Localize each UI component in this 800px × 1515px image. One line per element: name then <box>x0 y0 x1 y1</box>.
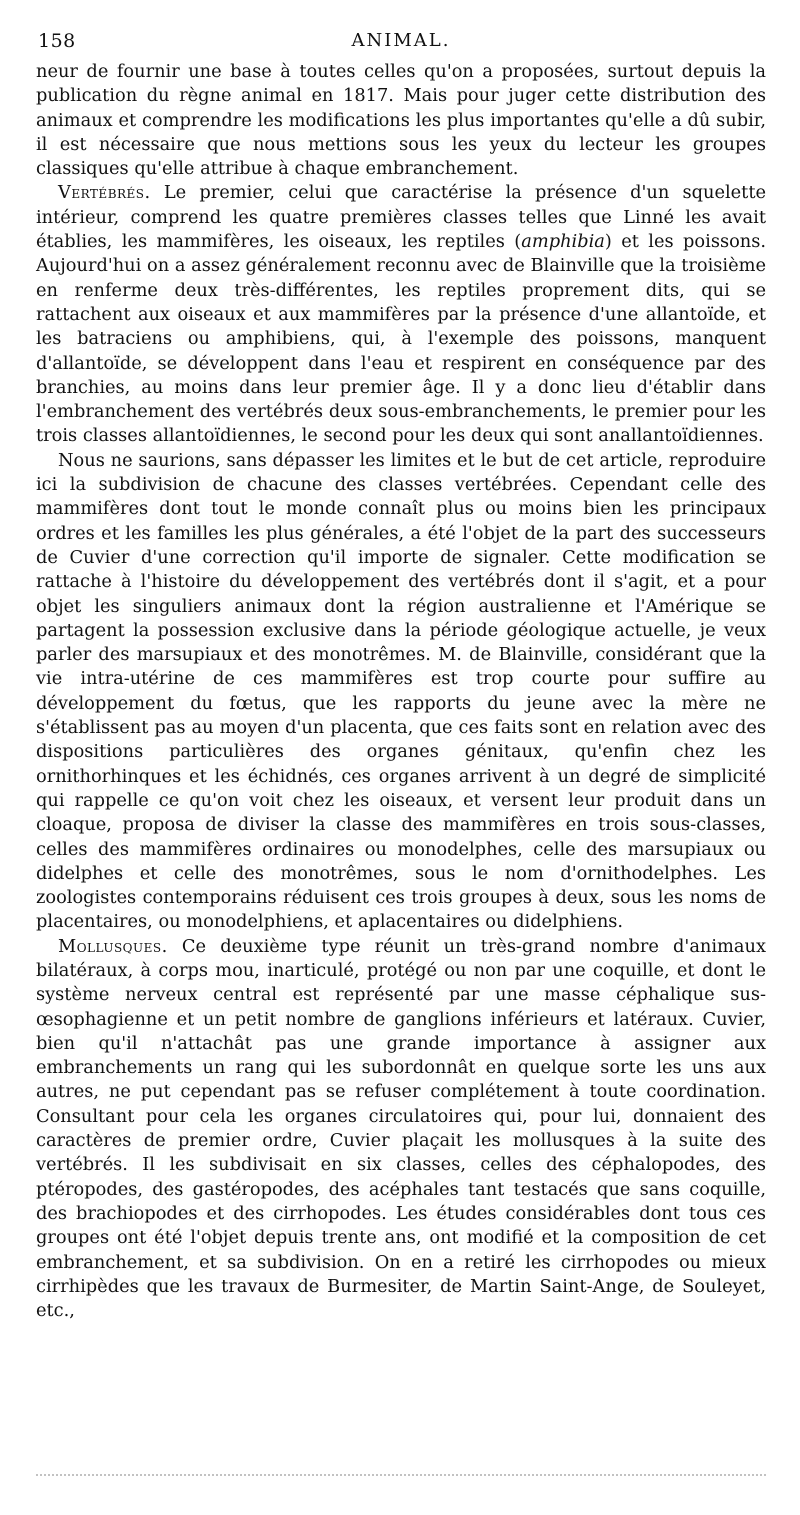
section-lead-mollusques: Mollusques. <box>58 935 168 957</box>
paragraph-text: Nous ne saurions, sans dépasser les limites et le but de cet article, reproduire ici la subdivision de chacune des classes vertébrées. Cependant celle des mammifères dont tout le monde connaît plus ou moins bien les principaux ordres et les familles les plus générales, a été l'objet de la part des successeurs de Cuvier d'une correction qu'il importe de signaler. Cette modification se rattache à l'histoire du développement des vertébrés dont il s'agit, et a pour objet les singuliers animaux dont la région australienne et l'Amérique se partagent la possession exclusive dans la période géologique actuelle, je veux parler des marsupiaux et des monotrêmes. M. de Blainville, considérant que la vie intra-utérine de ces mammifères est trop courte pour suffire au développement du fœtus, que les rapports du jeune avec la mère ne s'établissent pas au moyen d'un placenta, que ces faits sont en relation avec des dispositions particulières des organes génitaux, qu'enfin chez les ornithorhinques et les échidnés, ces organes arrivent à un degré de simplicité qui rappelle ce qu'on voit chez les oiseaux, et versent leur produit dans un cloaque, proposa de diviser la classe des mammifères en trois sous-classes, celles des mammifères ordinaires ou monodelphes, celle des marsupiaux ou didelphes et celle des monotrêmes, sous le nom d'ornithodelphes. Les zoologistes contemporains réduisent ces trois groupes à deux, sous les noms de placentaires, ou monodelphiens, et aplacentaires ou didelphiens. <box>36 449 766 933</box>
section-lead-vertebres: Vertébrés. <box>58 182 151 204</box>
running-title: ANIMAL. <box>351 30 451 51</box>
page-number: 158 <box>38 30 76 52</box>
paragraph-text: Le premier, celui que caractérise la présence d'un squelette intérieur, comprend les quatre premières classes telles que Linné les avait établies, les mammifères, les oiseaux, les reptiles ( <box>36 182 766 253</box>
italic-term: amphibia <box>521 231 605 253</box>
paragraph-continued <box>36 60 766 181</box>
paragraph-text-after: ) et les poissons. Aujourd'hui on a assez généralement reconnu avec de Blainville que la troisième en renferme deux très-différentes, les reptiles proprement dits, qui se rattachent aux oiseaux et aux mammifères par la présence d'une allantoïde, et les batraciens ou amphibiens, qui, à l'exemple des poissons, manquent d'allantoïde, se développent dans l'eau et respirent en conséquence par des branchies, au moins dans leur premier âge. Il y a donc lieu d'établir dans l'embranchement des vertébrés deux sous-embranchements, le premier pour les trois classes allantoïdiennes, le second pour les deux qui sont anallantoïdiennes. <box>36 231 767 447</box>
paragraph-mollusques <box>36 935 766 1324</box>
article-body <box>36 60 766 1323</box>
page-header <box>36 30 766 56</box>
bottom-dotted-rule <box>36 1474 766 1478</box>
paragraph-text: Ce deuxième type réunit un très-grand nombre d'animaux bilatéraux, à corps mou, inarticulé, protégé ou non par une coquille, et dont le système nerveux central est représenté par une masse céphalique sus-œsophagienne et un petit nombre de ganglions inférieurs et latéraux. Cuvier, bien qu'il n'attachât pas une grande importance à assigner aux embranchements un rang qui les subordonnât en quelque sorte les uns aux autres, ne put cependant pas se refuser complétement à toute coordination. Consultant pour cela les organes circulatoires qui, pour lui, donnaient des caractères de premier ordre, Cuvier plaçait les mollusques à la suite des vertébrés. Il les subdivisait en six classes, celles des céphalopodes, des ptéropodes, des gastéropodes, des acéphales tant testacés que sans coquille, des brachiopodes et des cirrhopodes. Les études considérables dont tous ces groupes ont été l'objet depuis trente ans, ont modifié et la composition de cet embranchement, et sa subdivision. On en a retiré les cirrhopodes ou mieux cirrhipèdes que les travaux de Burmesiter, de Martin Saint-Ange, de Souleyet, etc., <box>36 935 766 1322</box>
paragraph-vertebres <box>36 181 766 448</box>
paragraph-mammiferes <box>36 449 766 935</box>
paragraph-text: neur de fournir une base à toutes celles qu'on a proposées, surtout depuis la publication du règne animal en 1817. Mais pour juger cette distribution des animaux et comprendre les modifications les plus importantes qu'elle a dû subir, il est nécessaire que nous mettions sous les yeux du lecteur les groupes classiques qu'elle attribue à chaque embranchement. <box>36 61 766 180</box>
page <box>36 30 766 1323</box>
